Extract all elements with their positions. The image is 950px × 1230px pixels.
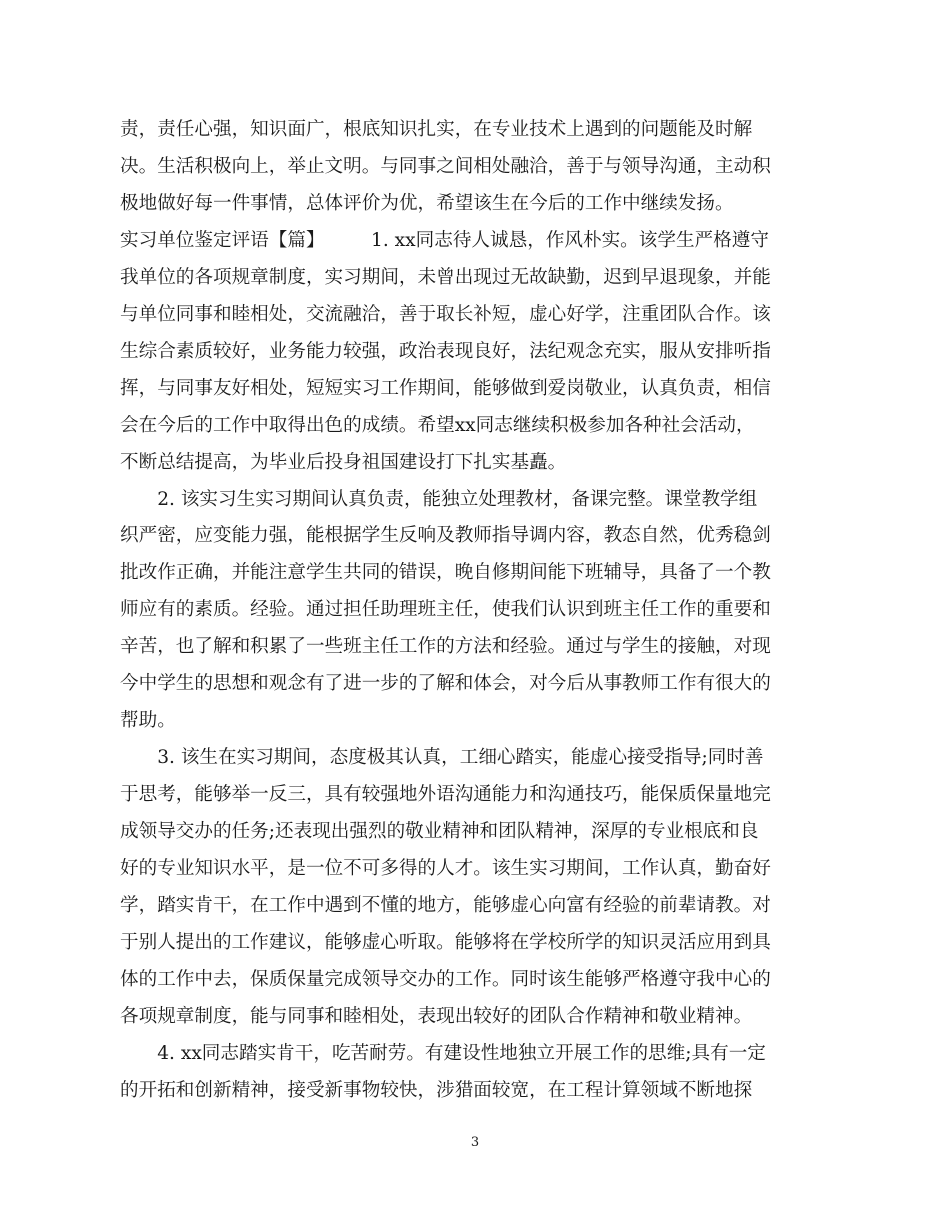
text-line: 成领导交办的任务;还表现出强烈的敬业精神和团队精神，深厚的专业根底和良	[120, 821, 759, 842]
text-line: 2. 该实习生实习期间认真负责，能独立处理教材，备课完整。课堂教学组	[120, 489, 758, 510]
text-line: 学，踏实肯干，在工作中遇到不懂的地方，能够虚心向富有经验的前辈请教。对	[120, 895, 771, 916]
text-line: 的开拓和创新精神，接受新事物较快，涉猎面较宽，在工程计算领域不断地探	[120, 1080, 753, 1101]
text-line: 我单位的各项规章制度，实习期间，未曾出现过无故缺勤，迟到早退现象，并能	[120, 267, 771, 288]
text-line: 生综合素质较好，业务能力较强，政治表现良好，法纪观念充实，服从安排听指	[120, 341, 771, 362]
text-line: 决。生活积极向上，举止文明。与同事之间相处融洽，善于与领导沟通，主动积	[120, 156, 771, 177]
text-line: 体的工作中去，保质保量完成领导交办的工作。同时该生能够严格遵守我中心的	[120, 969, 771, 990]
text-line: 各项规章制度，能与同事和睦相处，表现出较好的团队合作精神和敬业精神。	[120, 1006, 753, 1027]
text-line: 3. 该生在实习期间，态度极其认真，工细心踏实，能虚心接受指导;同时善	[120, 747, 764, 768]
text-line: 批改作正确，并能注意学生共同的错误，晚自修期间能下班辅导，具备了一个教	[120, 562, 771, 583]
text-line: 于别人提出的工作建议，能够虚心听取。能够将在学校所学的知识灵活应用到具	[120, 932, 771, 953]
text-line: 挥，与同事友好相处，短短实习工作期间，能够做到爱岗敬业，认真负责，相信	[120, 378, 771, 399]
text-line: 责，责任心强，知识面广，根底知识扎实，在专业技术上遇到的问题能及时解	[120, 119, 753, 140]
text-line: 辛苦，也了解和积累了一些班主任工作的方法和经验。通过与学生的接触，对现	[120, 636, 771, 657]
text-line: 好的专业知识水平，是一位不可多得的人才。该生实习期间，工作认真，勤奋好	[120, 858, 771, 879]
text-line: 织严密，应变能力强，能根据学生反响及教师指导调内容，教态自然，优秀稳剑	[120, 525, 771, 546]
text-line: 于思考，能够举一反三，具有较强地外语沟通能力和沟通技巧，能保质保量地完	[120, 784, 771, 805]
text-line: 会在今后的工作中取得出色的成绩。希望xx同志继续积极参加各种社会活动，	[120, 415, 755, 436]
text-line: 极地做好每一件事情，总体评价为优，希望该生在今后的工作中继续发扬。	[120, 193, 734, 214]
text-line: 实习单位鉴定评语【篇】 1. xx同志待人诚恳，作风朴实。该学生严格遵守	[120, 230, 769, 251]
page-number: 3	[470, 1135, 480, 1150]
text-line: 4. xx同志踏实肯干，吃苦耐劳。有建设性地独立开展工作的思维;具有一定	[120, 1043, 766, 1064]
text-line: 与单位同事和睦相处，交流融洽，善于取长补短，虚心好学，注重团队合作。该	[120, 304, 771, 325]
text-line: 不断总结提高，为毕业后投身祖国建设打下扎实基矗。	[120, 452, 567, 473]
text-line: 今中学生的思想和观念有了进一步的了解和体会，对今后从事教师工作有很大的	[120, 673, 771, 694]
text-line: 帮助。	[120, 710, 176, 731]
text-line: 师应有的素质。经验。通过担任助理班主任，使我们认识到班主任工作的重要和	[120, 599, 771, 620]
